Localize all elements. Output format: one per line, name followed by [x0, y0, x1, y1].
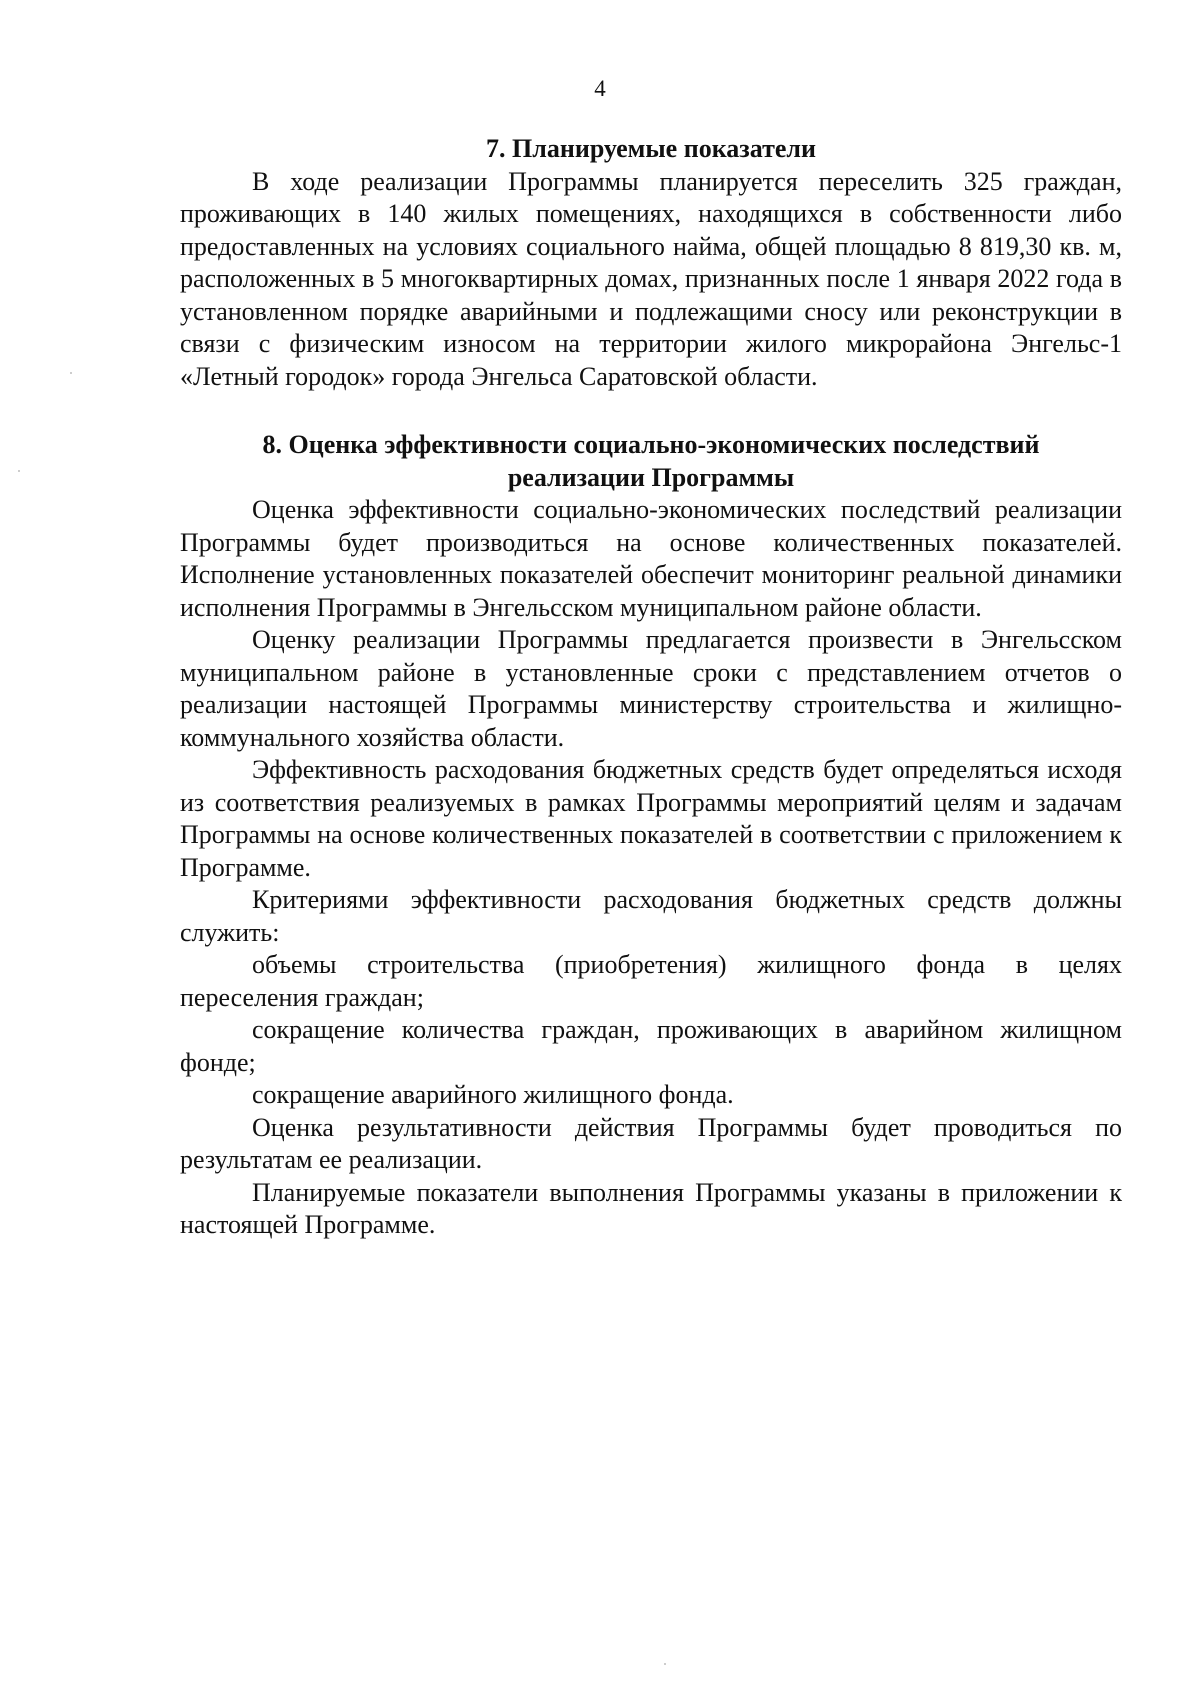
paragraph: Оценку реализации Программы предлагается произвести в Энгельсском муниципальном районе в установленные сроки с представлением отчетов о реализации настоящей Программы министерству строительства и жилищно-коммунального хозяйства области. — [180, 625, 1122, 752]
list-item: сокращение аварийного жилищного фонда. — [252, 1080, 734, 1109]
scan-speck — [664, 1663, 666, 1665]
section-heading — [180, 429, 1122, 494]
paragraph: В ходе реализации Программы планируется переселить 325 граждан, проживающих в 140 жилых помещениях, находящихся в собственности либо предоставленных на условиях социального найма, общей площадью 8 819,30 кв. м, расположенных в 5 многоквартирных домах, признанных после 1 января 2022 года в установленном порядке аварийными и подлежащими сносу или реконструкции в связи с физическим износом на территории жилого микрорайона Энгельс-1 «Летный городок» города Энгельса Саратовской области. — [180, 166, 1122, 391]
page-number: 4 — [594, 76, 606, 101]
section-heading-line: 8. Оценка эффективности социально-экономических последствий — [262, 430, 1040, 459]
paragraph: Оценка результативности действия Программы будет проводиться по результатам ее реализации. — [180, 1112, 1122, 1174]
paragraph: Эффективность расходования бюджетных средств будет определяться исходя из соответствия реализуемых в рамках Программы мероприятий целям и задачам Программы на основе количественных показателей в соответствии с приложением к Программе. — [180, 755, 1122, 882]
document-body — [180, 133, 1122, 1242]
section-heading: 7. Планируемые показатели — [486, 134, 816, 163]
section-planned-indicators — [180, 133, 1122, 393]
section-heading-line: реализации Программы — [507, 462, 795, 492]
scan-speck — [70, 372, 72, 374]
section-gap — [180, 393, 1122, 429]
list-item: объемы строительства (приобретения) жилищного фонда в целях переселения граждан; — [180, 950, 1122, 1012]
paragraph: Планируемые показатели выполнения Программы указаны в приложении к настоящей Программе. — [180, 1177, 1122, 1239]
section-efficiency-evaluation — [180, 429, 1122, 1242]
paragraph: Критериями эффективности расходования бюджетных средств должны служить: — [180, 885, 1122, 947]
list-item: сокращение количества граждан, проживающих в аварийном жилищном фонде; — [180, 1015, 1122, 1077]
scan-speck — [18, 470, 20, 472]
paragraph: Оценка эффективности социально-экономических последствий реализации Программы будет производиться на основе количественных показателей. Исполнение установленных показателей обеспечит мониторинг реальной динамики исполнения Программы в Энгельсском муниципальном районе области. — [180, 495, 1122, 622]
